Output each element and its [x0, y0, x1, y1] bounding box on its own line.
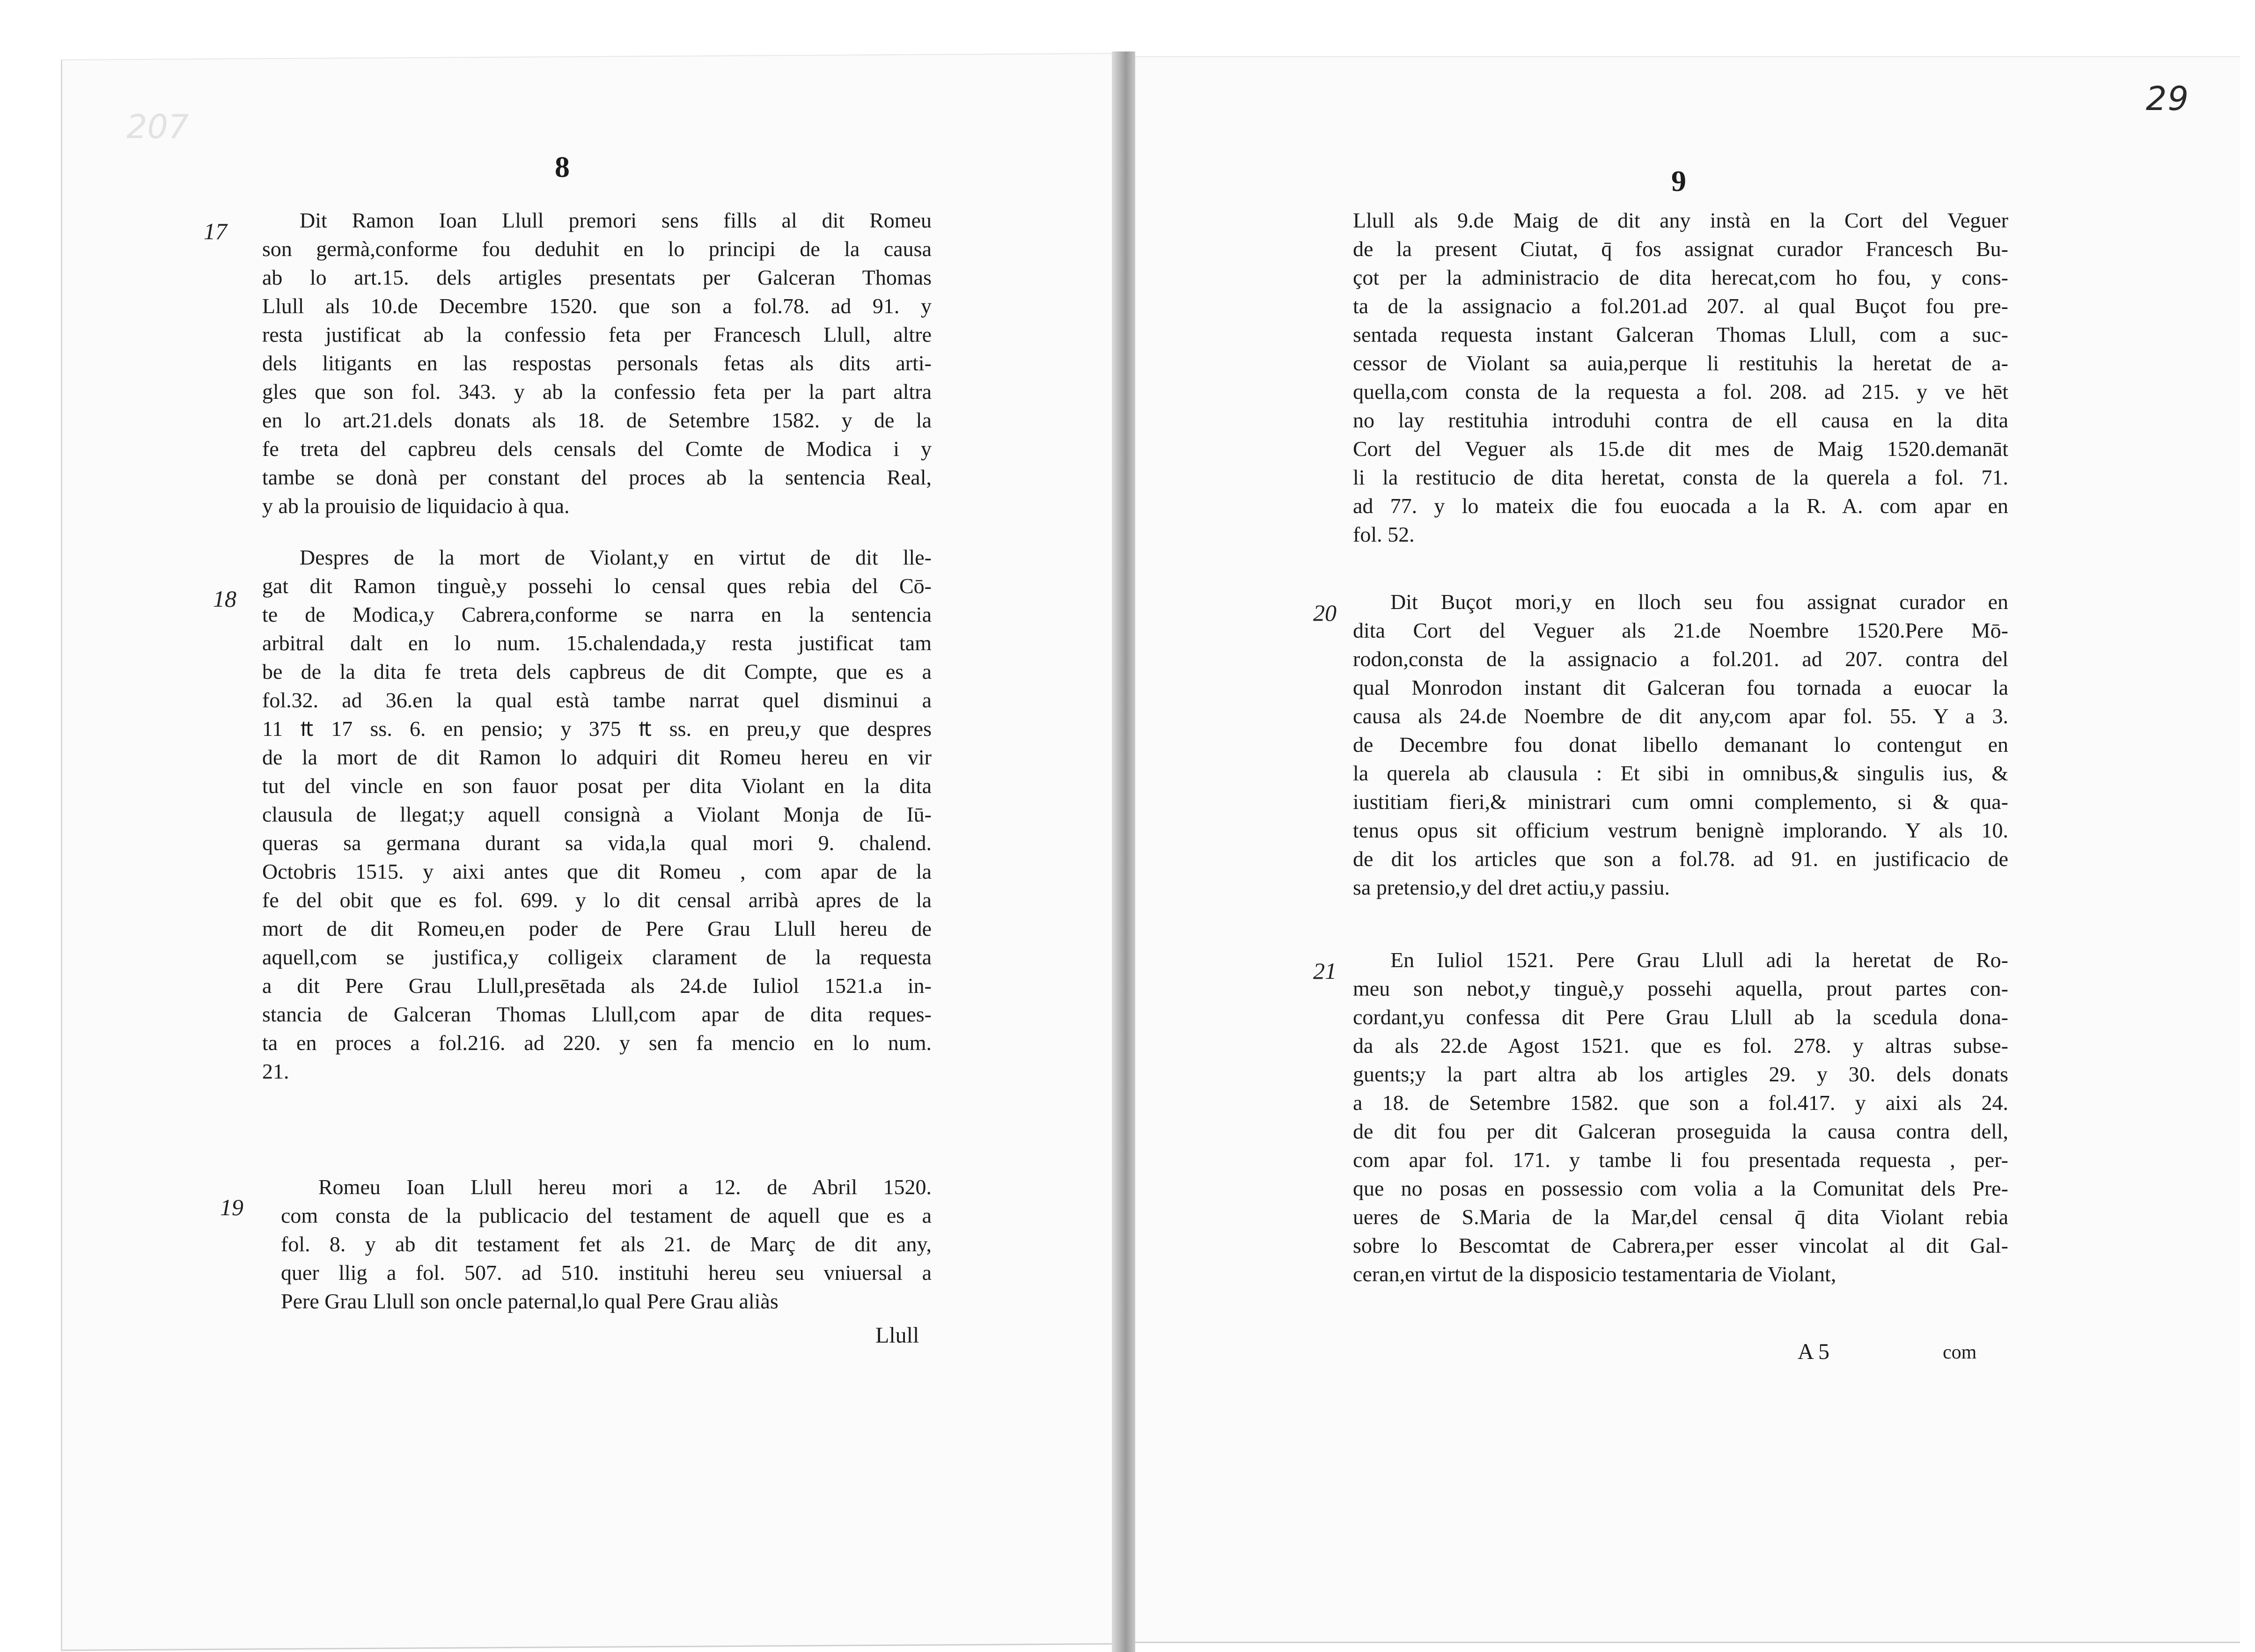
text-line: gles que son fol. 343. y ab la confessio feta per la part altra	[262, 380, 932, 404]
text-line: 11 ₶ 17 ss. 6. en pensio; y 375 ₶ ss. en preu,y que despres	[262, 717, 932, 741]
right-catchword: com	[1943, 1342, 1977, 1363]
paragraph-number: 20	[1313, 600, 1337, 626]
text-line: Despres de la mort de Violant,y en virtut de dit lle-	[300, 545, 932, 569]
left-catchword: Llull	[875, 1323, 919, 1348]
text-line: sa pretensio,y del dret actiu,y passiu.	[1353, 875, 1670, 899]
text-line: la querela ab clausula : Et sibi in omnibus,& singulis ius, &	[1353, 761, 2008, 785]
text-line: Cort del Veguer als 15.de dit mes de Maig 1520.demanāt	[1353, 437, 2008, 461]
text-line: queras sa germana durant sa vida,la qual mori 9. chalend.	[262, 831, 932, 855]
text-line: te de Modica,y Cabrera,conforme se narra en la sentencia	[262, 602, 932, 626]
text-line: ta de la assignacio a fol.201.ad 207. al qual Buçot fou pre-	[1353, 294, 2008, 318]
text-line: fe treta del capbreu dels censals del Comte de Modica i y	[262, 437, 932, 461]
text-line: clausula de llegat;y aquell consignà a Violant Monja de Iū-	[262, 802, 932, 826]
text-line: 21.	[262, 1059, 289, 1083]
text-line: sobre lo Bescomtat de Cabrera,per esser vincolat al dit Gal-	[1353, 1233, 2008, 1257]
text-line: Romeu Ioan Llull hereu mori a 12. de Abril 1520.	[318, 1175, 932, 1199]
book-gutter	[1112, 51, 1135, 1652]
text-line: fe del obit que es fol. 699. y lo dit censal arribà apres de la	[262, 888, 932, 912]
text-line: iustitiam fieri,& ministrari cum omni complemento, si & qua-	[1353, 790, 2008, 814]
paragraph-number: 17	[204, 218, 227, 244]
left-paragraph-17	[262, 206, 932, 520]
text-line: ta en proces a fol.216. ad 220. y sen fa mencio en lo num.	[262, 1031, 932, 1055]
text-line: de dit fou per dit Galceran proseguida la causa contra dell,	[1353, 1119, 2008, 1143]
right-paragraph-continuation	[1353, 206, 2008, 549]
text-line: resta justificat ab la confessio feta per Francesch Llull, altre	[262, 323, 932, 346]
text-line: sentada requesta instant Galceran Thomas Llull, com a suc-	[1353, 323, 2008, 346]
text-line: Pere Grau Llull son oncle paternal,lo qual Pere Grau aliàs	[281, 1289, 779, 1313]
text-line: da als 22.de Agost 1521. que es fol. 278. y altras subse-	[1353, 1034, 2008, 1057]
text-line: be de la dita fe treta dels capbreus de dit Compte, que es a	[262, 660, 932, 683]
text-line: de dit los articles que son a fol.78. ad 91. en justificacio de	[1353, 847, 2008, 871]
right-paragraph-21	[1353, 946, 2008, 1288]
left-paragraph-18	[262, 543, 932, 1086]
text-line: Llull als 10.de Decembre 1520. que son a fol.78. ad 91. y	[262, 294, 932, 318]
text-line: quella,com consta de la requesta a fol. 208. ad 215. y ve hēt	[1353, 380, 2008, 404]
text-line: fol.32. ad 36.en la qual està tambe narrat quel disminui a	[262, 688, 932, 712]
text-line: de Decembre fou donat libello demanant lo contengut en	[1353, 733, 2008, 756]
left-page-number: 8	[555, 150, 570, 184]
text-line: causa als 24.de Noembre de dit any,com apar fol. 55. Y a 3.	[1353, 704, 2008, 728]
text-line: y ab la prouisio de liquidacio à qua.	[262, 494, 570, 518]
text-line: li la restitucio de dita heretat, consta de la querela a fol. 71.	[1353, 465, 2008, 489]
text-line: dita Cort del Veguer als 21.de Noembre 1520.Pere Mō-	[1353, 618, 2008, 642]
text-line: fol. 52.	[1353, 522, 1415, 546]
paragraph-number: 19	[220, 1194, 243, 1220]
text-line: ceran,en virtut de la disposicio testamentaria de Violant,	[1353, 1262, 1836, 1286]
text-line: son germà,conforme fou deduhit en lo principi de la causa	[262, 237, 932, 261]
text-line: aquell,com se justifica,y colligeix clarament de la requesta	[262, 945, 932, 969]
text-line: mort de dit Romeu,en poder de Pere Grau Llull hereu de	[262, 917, 932, 940]
text-line: ueres de S.Maria de la Mar,del censal q̄ dita Violant rebia	[1353, 1205, 2008, 1229]
text-line: Llull als 9.de Maig de dit any instà en la Cort del Veguer	[1353, 208, 2008, 232]
text-line: En Iuliol 1521. Pere Grau Llull adi la heretat de Ro-	[1390, 948, 2008, 972]
text-line: en lo art.21.dels donats als 18. de Setembre 1582. y de la	[262, 408, 932, 432]
text-line: qual Monrodon instant dit Galceran fou tornada a euocar la	[1353, 675, 2008, 699]
text-line: fol. 8. y ab dit testament fet als 21. de Març de dit any,	[281, 1232, 932, 1256]
text-line: no lay restituhia introduhi contra de ell causa en la dita	[1353, 408, 2008, 432]
text-line: cordant,yu confessa dit Pere Grau Llull ab la scedula dona-	[1353, 1005, 2008, 1029]
text-line: çot per la administracio de dita herecat,com ho fou, y cons-	[1353, 265, 2008, 289]
right-paragraph-20	[1353, 587, 2008, 902]
text-line: a 18. de Setembre 1582. que son a fol.417. y aixi als 24.	[1353, 1091, 2008, 1115]
text-line: tenus opus sit officium vestrum benignè implorando. Y als 10.	[1353, 818, 2008, 842]
text-line: Dit Ramon Ioan Llull premori sens fills al dit Romeu	[300, 208, 932, 232]
paragraph-number: 18	[213, 586, 236, 612]
text-line: quer llig a fol. 507. ad 510. instituhi hereu seu vniuersal a	[281, 1261, 932, 1285]
paragraph-number: 21	[1313, 958, 1337, 984]
text-line: com consta de la publicacio del testament de aquell que es a	[281, 1204, 932, 1227]
text-line: de la present Ciutat, q̄ fos assignat curador Francesch Bu-	[1353, 237, 2008, 261]
text-line: com apar fol. 171. y tambe li fou presentada requesta , per-	[1353, 1148, 2008, 1172]
signature-mark: A 5	[1798, 1339, 1830, 1364]
left-paragraph-19	[281, 1173, 932, 1315]
text-line: meu son nebot,y tinguè,y possehi aquella, prout partes con-	[1353, 977, 2008, 1000]
text-line: dels litigants en las respostas personals fetas als dits arti-	[262, 351, 932, 375]
text-line: guents;y la part altra ab los artigles 29. y 30. dels donats	[1353, 1062, 2008, 1086]
text-line: cessor de Violant sa auia,perque li restituhis la heretat de a-	[1353, 351, 2008, 375]
text-line: de la mort de dit Ramon lo adquiri dit Romeu hereu en vir	[262, 745, 932, 769]
text-line: que no posas en possessio com volia a la Comunitat dels Pre-	[1353, 1176, 2008, 1200]
text-line: a dit Pere Grau Llull,presētada als 24.de Iuliol 1521.a in-	[262, 974, 932, 998]
text-line: tambe se donà per constant del proces ab la sentencia Real,	[262, 465, 932, 489]
text-line: ad 77. y lo mateix die fou euocada a la R. A. com apar en	[1353, 494, 2008, 518]
text-line: rodon,consta de la assignacio a fol.201. ad 207. contra del	[1353, 647, 2008, 671]
text-line: tut del vincle en son fauor posat per dita Violant en la dita	[262, 774, 932, 798]
folio-number: 29	[2145, 80, 2189, 118]
text-line: Dit Buçot mori,y en lloch seu fou assignat curador en	[1390, 590, 2008, 614]
text-line: gat dit Ramon tinguè,y possehi lo censal ques rebia del Cō-	[262, 574, 932, 598]
text-line: arbitral dalt en lo num. 15.chalendada,y resta justificat tam	[262, 631, 932, 655]
right-page-number: 9	[1671, 164, 1686, 198]
text-line: ab lo art.15. dels artigles presentats per Galceran Thomas	[262, 265, 932, 289]
faint-folio-mark: 207	[126, 108, 189, 146]
text-line: stancia de Galceran Thomas Llull,com apar de dita reques-	[262, 1002, 932, 1026]
text-line: Octobris 1515. y aixi antes que dit Romeu , com apar de la	[262, 859, 932, 883]
